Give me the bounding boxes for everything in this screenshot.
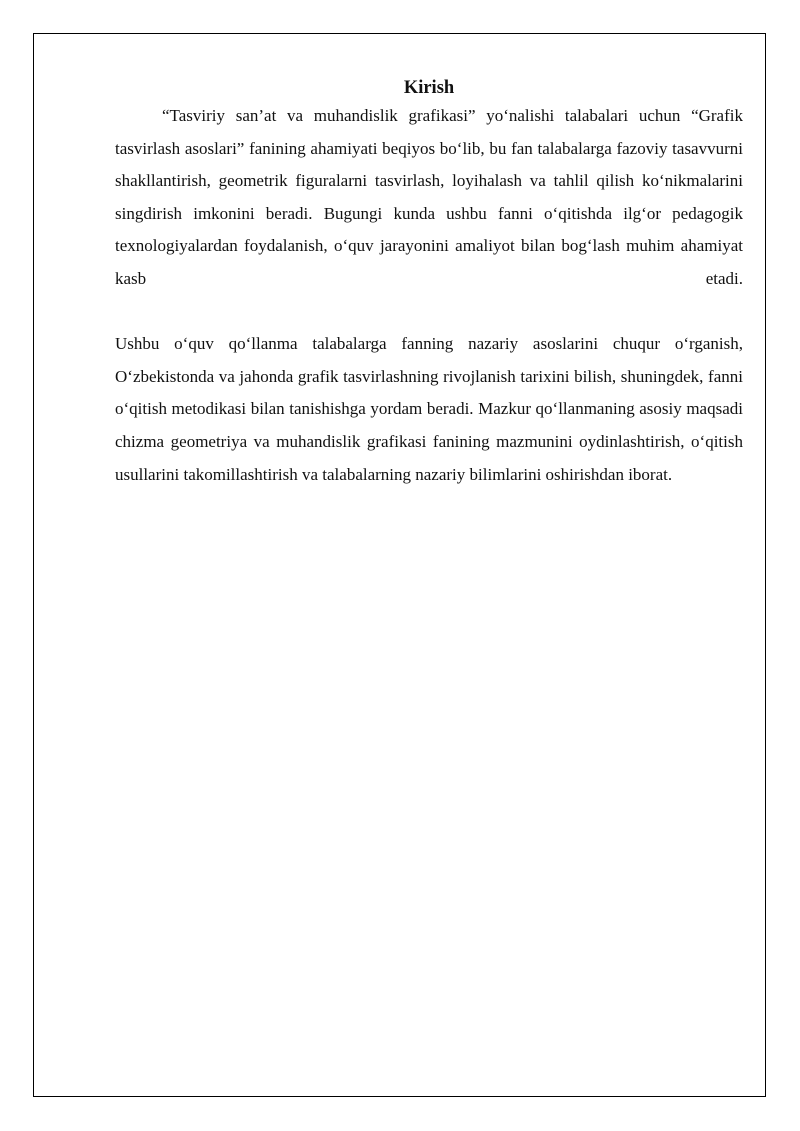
document-title: Kirish: [403, 78, 455, 98]
paragraph-purpose: Ushbu o‘quv qo‘llanma talabalarga fanning nazariy asoslarini chuqur o‘rganish, O‘zbekistonda va jahonda grafik tasvirlashning rivojlanish tarixini bilish, shuningdek, fanni o‘qitish metodikasi bilan tanishishga yordam beradi. Mazkur qo‘llanmaning asosiy maqsadi chizma geometriya va muhandislik grafikasi fanining mazmunini oydinlashtirish, o‘qitish usullarini takomillashtirish va talabalarning nazariy bilimlarini oshirishdan iborat.: [115, 334, 743, 484]
paragraph-introduction: “Tasviriy san’at va muhandislik grafikasi” yo‘nalishi talabalari uchun “Grafik tasvirlash asoslari” fanining ahamiyati beqiyos bo‘lib, bu fan talabalarga fazoviy tasavvurni shakllantirish, geometrik figuralarni tasvirlash, loyihalash va tahlil qilish ko‘nikmalarini singdirish imkonini beradi. Bugungi kunda ushbu fanni o‘qitishda ilg‘or pedagogik texnologiyalardan foydalanish, o‘quv jarayonini amaliyot bilan bog‘lash muhim ahamiyat kasb etadi.: [115, 106, 743, 288]
document-body: [115, 77, 743, 491]
paragraph-gap: [115, 296, 743, 329]
